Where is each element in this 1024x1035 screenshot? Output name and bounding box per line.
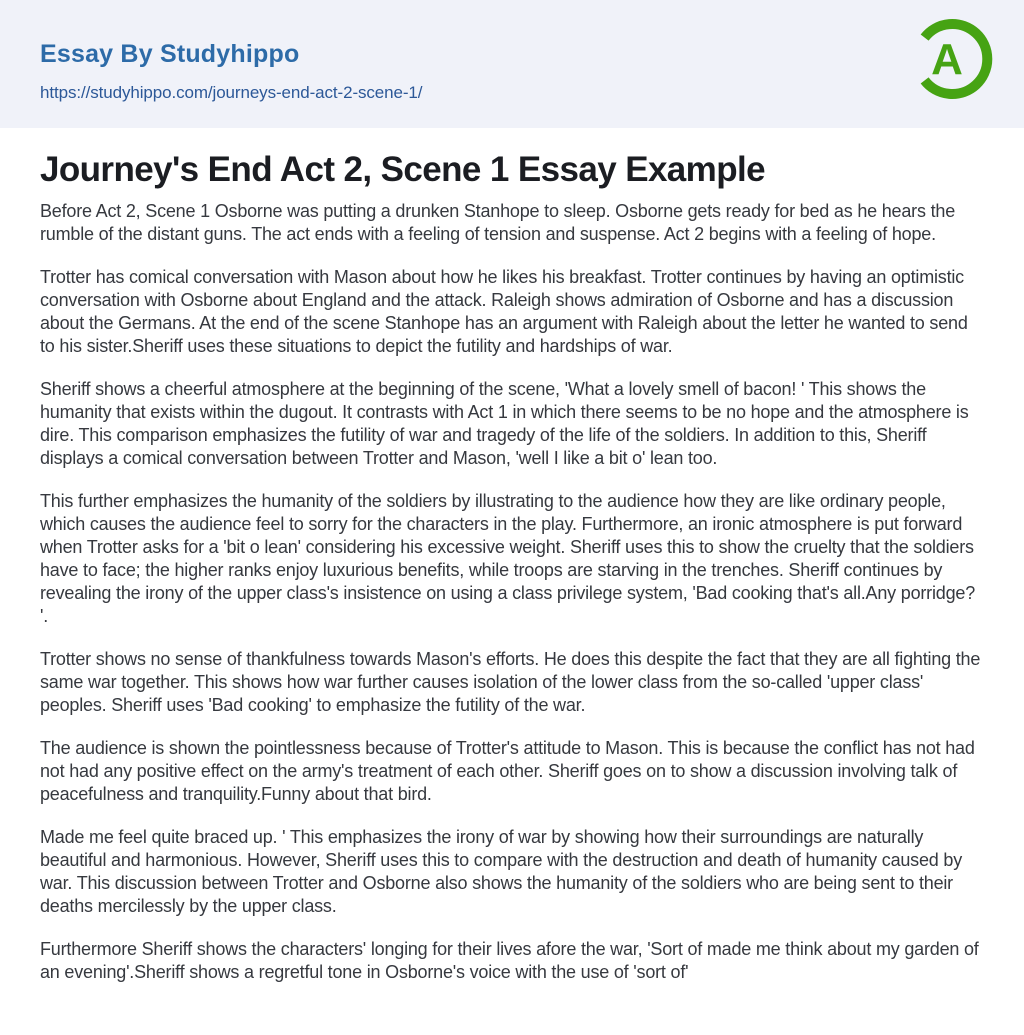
studyhippo-logo-icon [905,13,997,105]
essay-paragraph-1: Before Act 2, Scene 1 Osborne was putting a drunken Stanhope to sleep. Osborne gets ready for bed as he hears the rumble of the distant guns. The act ends with a feeling of tension and suspense. Act 2 begins with a feeling of hope. [40,201,955,244]
essay-article [0,150,1024,984]
page-header [0,0,1024,128]
essay-paragraph-6: The audience is shown the pointlessness because of Trotter's attitude to Mason. This is because the conflict has not had not had any positive effect on the army's treatment of each other. Sheriff goes on to show a discussion involving talk of peacefulness and tranquility.Funny about that bird. [40,738,975,804]
essay-paragraph-8: Furthermore Sheriff shows the characters' longing for their lives afore the war, 'Sort of made me think about my garden of an evening'.Sheriff shows a regretful tone in Osborne's voice with the use of 'sort of' [40,939,979,982]
essay-paragraph-4: This further emphasizes the humanity of the soldiers by illustrating to the audience how they are like ordinary people, which causes the audience feel to sorry for the characters in the play. Furthermore, an ironic atmosphere is put forward when Trotter asks for a 'bit o lean' considering his excessive weight. Sheriff uses this to show the cruelty that the soldiers have to face; the higher ranks enjoy luxurious benefits, while troops are starving in the trenches. Sheriff continues by revealing the irony of the upper class's insistence on using a class privilege system, 'Bad cooking that's all.Any porridge? '. [40,491,976,626]
essay-paragraph-2: Trotter has comical conversation with Mason about how he likes his breakfast. Trotter continues by having an optimistic conversation with Osborne about England and the attack. Raleigh shows admiration of Osborne and has a discussion about the Germans. At the end of the scene Stanhope has an argument with Raleigh about the letter he wanted to send to his sister.Sheriff uses these situations to depict the futility and hardships of war. [40,267,968,356]
essay-paragraph-5: Trotter shows no sense of thankfulness towards Mason's efforts. He does this despite the fact that they are all fighting the same war together. This shows how war further causes isolation of the lower class from the so-called 'upper class' peoples. Sheriff uses 'Bad cooking' to emphasize the futility of the war. [40,649,981,715]
essay-url-link[interactable]: https://studyhippo.com/journeys-end-act-2-scene-1/ [40,83,423,102]
header-text-group [40,42,984,103]
essay-paragraph-7: Made me feel quite braced up. ' This emphasizes the irony of war by showing how their surroundings are naturally beautiful and harmonious. However, Sheriff uses this to compare with the destruction and death of humanity caused by war. This discussion between Trotter and Osborne also shows the humanity of the soldiers who are being sent to their deaths mercilessly by the upper class. [40,827,963,916]
page-title: Journey's End Act 2, Scene 1 Essay Example [40,150,765,189]
site-byline-title: Essay By Studyhippo [40,40,300,68]
logo-letter: A [931,35,963,84]
essay-paragraph-3: Sheriff shows a cheerful atmosphere at the beginning of the scene, 'What a lovely smell of bacon! ' This shows the humanity that exists within the dugout. It contrasts with Act 1 in which there seems to be no hope and the atmosphere is dire. This comparison emphasizes the futility of war and tragedy of the life of the soldiers. In addition to this, Sheriff displays a comical conversation between Trotter and Mason, 'well I like a bit o' lean too. [40,379,969,468]
